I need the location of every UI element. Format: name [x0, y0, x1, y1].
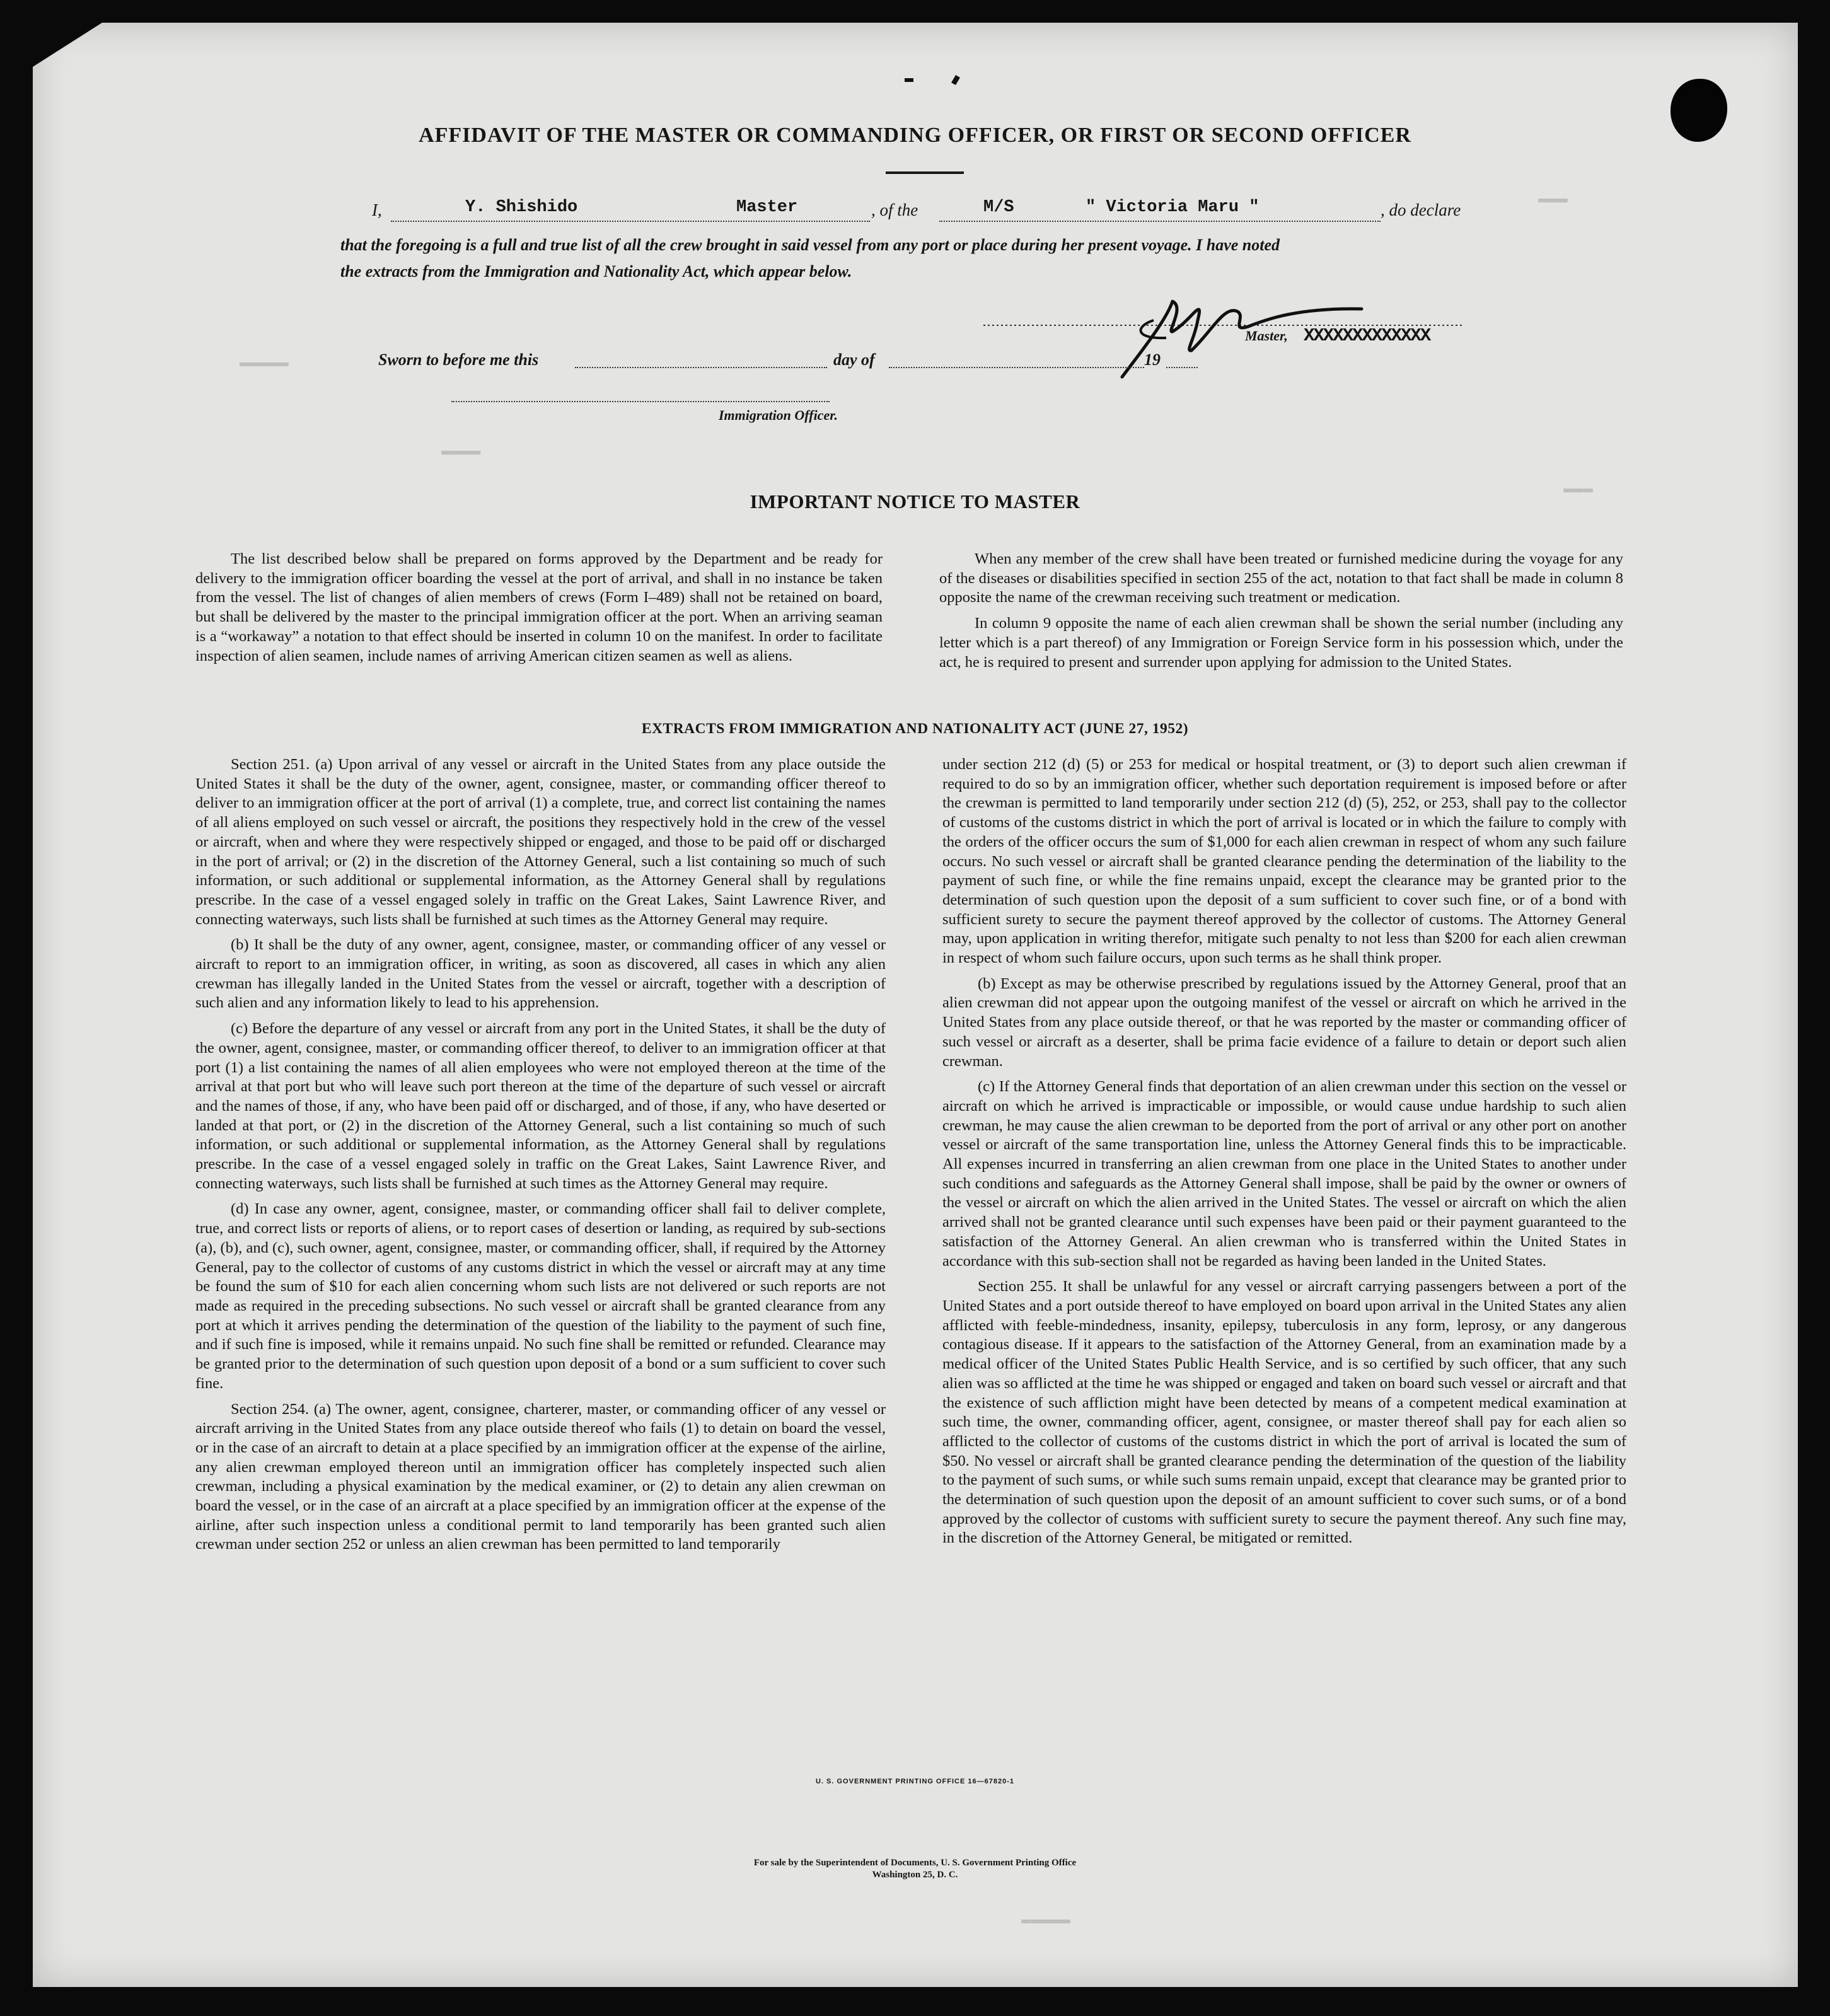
notice-title: IMPORTANT NOTICE TO MASTER — [750, 490, 1080, 513]
sale-notice — [0, 1857, 1830, 1881]
immigration-officer-label: Immigration Officer. — [719, 407, 838, 423]
act-paragraph: under section 212 (d) (5) or 253 for medical or hospital treatment, or (3) to deport such alien crewman if required to do so by an immigration officer, whether such deportation requirement is imposed before or after the crewman is permitted to land temporarily under section 212 (d) (5), 252, or 253, shall pay to the collector of customs of the customs district in which the port of arrival is located or in which the failure to comply with the orders of the officer occurs the sum of $1,000 for each alien crewman in respect of whom any such failure occurs. No such vessel or aircraft shall be granted clearance pending the determination of the liability to the payment of such fine, or while the fine remains unpaid, except the clearance may be granted prior to the determination of such question upon the deposit of a sum sufficient to cover such fine, or of a bond with sufficient surety to secure the payment thereof approved by the collector of customs. The Attorney General may, upon application in writing therefor, mitigate such penalty to not less than $200 for each alien crewman in respect of whom such failure occurs, upon such terms as he shall think proper. — [942, 756, 1626, 967]
struck-out-title: XXXXXXXXXXXXX — [1304, 325, 1430, 346]
notice-paragraph: The list described below shall be prepared on forms approved by the Department and be ready for delivery to the immigration officer boarding the vessel at the port of arrival, and shall in no instance be taken from the vessel. The list of changes of alien members of crews (Form I–489) shall not be retained on board, but shall be delivered by the master to the principal immigration officer at the port. When an arriving seaman is a “workaway” a notation to that effect should be inserted in column 10 on the manifest. In order to facilitate inspection of alien seamen, include names of arriving American citizen seamen as well as aliens. — [195, 550, 883, 664]
act-paragraph: (b) It shall be the duty of any owner, agent, consignee, master, or commanding officer of any vessel or aircraft to report to an immigration officer, in writing, as soon as discovered, all cases in which any alien crewman has illegally landed in the United States from the vessel or aircraft, together with a description of such alien and any information likely to lead to his apprehension. — [195, 936, 886, 1012]
sale-line-1: For sale by the Superintendent of Documents, U. S. Government Printing Office — [753, 1858, 1077, 1868]
officer-signature-line — [451, 401, 830, 402]
act-paragraph: (c) If the Attorney General finds that deportation of an alien crewman under this section on the vessel or aircraft on which he arrived is impracticable or impossible, or would cause undue hardship to such alien crewman, he may cause the alien crewman to be deported from the port of arrival or any other port on another vessel or aircraft of the same transportation line, unless the Attorney General finds this to be impracticable. All expenses incurred in transferring an alien crewman from one place in the United States to another under such conditions and safeguards as the Attorney General shall impose, shall be paid by the owner or owners of the vessel or aircraft on which the alien arrived in the United States. The vessel or aircraft on which the alien arrived shall not be granted clearance until such expenses have been paid or their payment guaranteed to the satisfaction of the Attorney General. An alien crewman who is transferred within the United States in accordance with this sub-section shall not be regarded as having been landed in the United States. — [942, 1078, 1626, 1270]
bleed-through-mark: ▬▬▬▬▬ — [240, 353, 289, 372]
act-paragraph: (c) Before the departure of any vessel or aircraft from any port in the United States, it shall be the duty of the owner, agent, consignee, master, or commanding officer thereof, to deliver to an immigration officer at that port (1) a list containing the names of all alien employees who were not employed thereon at the time of the arrival at that port but who will leave such port thereon at the time of the departure of such vessel or aircraft and the names of those, if any, who have been paid off or discharged, and of those, if any, who have deserted or landed at that port, or (2) in the discretion of the Attorney General, such a list containing so much of such information, or such additional or supplemental information, as the Attorney General shall by regulations prescribe. In the case of a vessel engaged solely in traffic on the Great Lakes, Saint Lawrence River, and connecting waterways, such lists shall be furnished at such times as the Attorney General may require. — [195, 1020, 886, 1192]
notice-right-column — [939, 550, 1623, 672]
vessel-name: " Victoria Maru " — [1086, 198, 1260, 217]
torn-corner — [33, 23, 102, 67]
declaration-text-1: that the foregoing is a full and true list of all the crew brought in said vessel from any port or place during her present voyage. I have noted — [340, 236, 1280, 254]
act-left-column — [195, 755, 886, 1555]
do-declare-label: , do declare — [1381, 200, 1461, 219]
gpo-imprint: U. S. GOVERNMENT PRINTING OFFICE 16—67820-1 — [815, 1778, 1014, 1785]
year-prefix: 19 — [1144, 350, 1161, 369]
day-of-label: day of — [833, 350, 875, 369]
month-fill — [889, 367, 1144, 368]
i-label: I, — [372, 200, 382, 219]
notice-left-column — [195, 550, 883, 666]
act-paragraph: (b) Except as may be otherwise prescribed by regulations issued by the Attorney General, proof that an alien crewman did not appear upon the outgoing manifest of the vessel or aircraft on which he arrived in the United States from any place outside thereof, or that he was reported by the master or commanding officer of such vessel or aircraft as a deserter, shall be prima facie evidence of a failure to detain or deport such alien crewman. — [942, 975, 1626, 1070]
name-fill-line — [391, 221, 870, 222]
bleed-through-mark: ▬▬▬▬ — [441, 441, 481, 460]
sworn-label: Sworn to before me this — [378, 350, 539, 369]
declaration-text-2: the extracts from the Immigration and Nationality Act, which appear below. — [340, 262, 852, 281]
vessel-type: M/S — [983, 198, 1014, 217]
bleed-through-mark: ▬▬▬ — [1563, 479, 1593, 498]
act-paragraph: Section 254. (a) The owner, agent, consignee, charterer, master, or commanding officer of any vessel or aircraft arriving in the United States from any place outside thereof who fails (1) to detain on board the vessel, or in the case of an aircraft to detain at a place specified by an immigration officer at the expense of the airline, any alien crewman employed thereon until an immigration officer has completely inspected such alien crewman, including a physical examination by the medical examiner, or (2) to detain any alien crewman on board the vessel, or in the case of an aircraft at a place specified by an immigration officer at the expense of the airline, after such inspection unless a conditional permit to land temporarily has been granted such alien crewman under section 252 or unless an alien crewman has been permitted to land temporarily — [195, 1400, 886, 1553]
master-rank: Master — [736, 198, 798, 217]
act-paragraph: Section 251. (a) Upon arrival of any vessel or aircraft in the United States from any place outside the United States it shall be the duty of the owner, agent, consignee, master, or commanding officer thereof to deliver to an immigration officer at the port of arrival (1) a complete, true, and correct list containing the names of all aliens employed on such vessel or aircraft, the positions they respectively hold in the crew of the vessel or aircraft, when and where they were respectively shipped or engaged, and those to be paid off or discharged in the port of arrival; or (2) in the discretion of the Attorney General, such a list containing so much of such information, or such additional or supplemental information, as the Attorney General shall by regulations prescribe. In the case of a vessel engaged solely in traffic on the Great Lakes, Saint Lawrence River, and connecting waterways, such lists shall be furnished at such times as the Attorney General may require. — [195, 756, 886, 928]
bleed-through-mark: ▬▬▬ — [1538, 189, 1568, 208]
act-paragraph: (d) In case any owner, agent, consignee, master, or commanding officer shall fail to deliver complete, true, and correct lists or reports of aliens, or to report cases of desertion or landing, as required by sub-sections (a), (b), and (c), such owner, agent, consignee, master, or commanding officer, shall, if required by the Attorney General, pay to the collector of customs of any customs district in which the vessel or aircraft may at any time be found the sum of $10 for each alien concerning whom such lists are not delivered or such reports are not made as required in the preceding subsections. No such vessel or aircraft shall be granted clearance from any port at which it arrives pending the determination of the question of the liability to the payment of such fine, and if such fine is imposed, while it remains unpaid. No such fine shall be remitted or refunded. Clearance may be granted prior to the determination of such question upon deposit of a bond or a sum sufficient to cover such fine. — [195, 1200, 886, 1392]
act-right-column — [942, 755, 1626, 1548]
sworn-day-fill — [575, 367, 827, 368]
bleed-through-mark: ▬▬▬▬▬ — [1021, 1910, 1071, 1929]
master-label: Master, — [1245, 328, 1288, 344]
year-fill — [1166, 367, 1198, 368]
vessel-fill-line — [939, 221, 1381, 222]
of-the-label: , of the — [871, 200, 918, 219]
ink-speck — [905, 78, 913, 82]
notice-paragraph: In column 9 opposite the name of each alien crewman shall be shown the serial number (including any letter which is a part thereof) of any Immigration or Foreign Service form in his possession which, under the act, he is required to present and surrender upon applying for admission to the United States. — [939, 615, 1623, 671]
act-paragraph: Section 255. It shall be unlawful for any vessel or aircraft carrying passengers between a port of the United States and a port outside thereof to have employed on board upon arrival in the United States any alien afflicted with feeble-mindedness, insanity, epilepsy, tuberculosis in any form, leprosy, or any dangerous contagious disease. If it appears to the satisfaction of the Attorney General, from an examination made by a medical officer of the United States Public Health Service, and is so certified by such officer, that any such alien was so afflicted at the time he was shipped or engaged and taken on board such vessel or aircraft and that the existence of such affliction might have been detected by means of a competent medical examination at such time, the owner, commanding officer, agent, consignee, or master thereof shall pay for each alien so afflicted to the collector of customs of the customs district in which the port of arrival is located the sum of $50. No vessel or aircraft shall be granted clearance pending the determination of the question of the liability to the payment of such sums, or while such sums remain unpaid, except that clearance may be granted prior to the determination of such question upon the deposit of an amount sufficient to cover such sums, or of a bond approved by the collector of customs with sufficient surety to secure the payment thereof. Any such fine may, in the discretion of the Attorney General, be mitigated or remitted. — [942, 1278, 1626, 1547]
affidavit-title: AFFIDAVIT OF THE MASTER OR COMMANDING OFFICER, OR FIRST OR SECOND OFFICER — [419, 124, 1411, 147]
title-rule — [886, 171, 964, 174]
master-name: Y. Shishido — [465, 198, 578, 217]
notice-paragraph: When any member of the crew shall have been treated or furnished medicine during the voyage for any of the diseases or disabilities specified in section 255 of the act, notation to that fact shall be made in column 8 opposite the name of the crewman receiving such treatment or medication. — [939, 550, 1623, 606]
extracts-title: EXTRACTS FROM IMMIGRATION AND NATIONALITY ACT (JUNE 27, 1952) — [641, 721, 1189, 737]
sale-line-2: Washington 25, D. C. — [872, 1870, 958, 1880]
